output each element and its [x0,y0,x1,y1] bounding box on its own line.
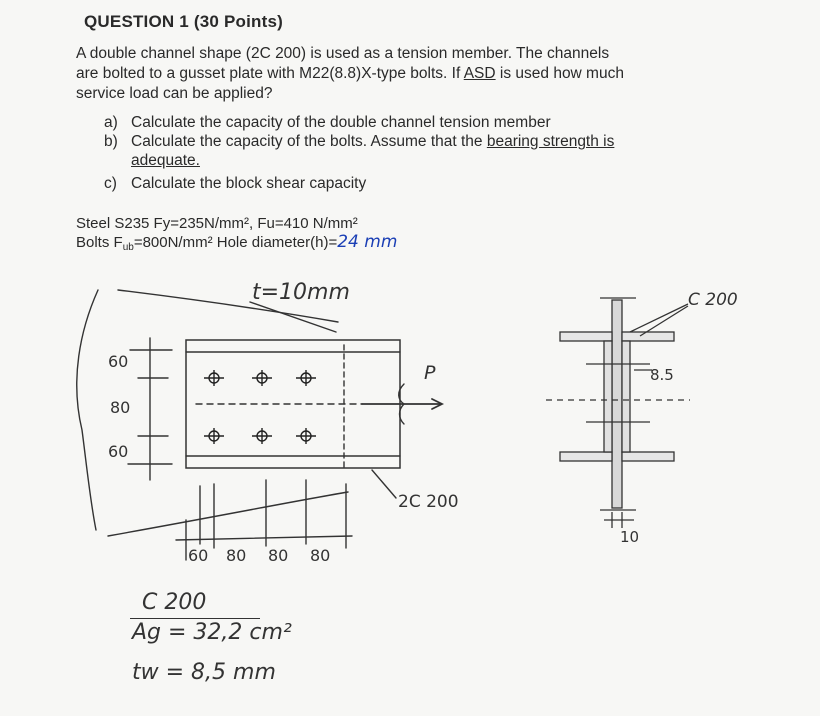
item-c-text: Calculate the block shear capacity [131,175,367,192]
bolts-sub: ub [122,242,134,253]
notes-web-thickness: tw = 8,5 mm [132,660,276,685]
bolt-group [204,370,316,444]
gusset-thickness-label: 10 [620,528,640,546]
section-label: C 200 [688,290,738,310]
gusset-left-edge [77,290,98,530]
item-a-text: Calculate the capacity of the double channel tension member [131,114,551,131]
cross-section [546,298,690,528]
web-thickness-label: 8.5 [650,366,674,384]
item-a-marker: a) [104,114,118,131]
horizontal-dim-3: 80 [268,546,289,565]
horizontal-dim-2: 80 [226,546,247,565]
intro-line-2-end: is used how much [495,65,624,82]
load-label: P [424,362,436,384]
steel-properties: Steel S235 Fy=235N/mm², Fu=410 N/mm² [76,215,358,232]
bolt-hole [296,428,316,444]
item-b-marker: b) [104,133,118,150]
question-title: QUESTION 1 (30 Points) [84,12,283,31]
vertical-dim-1: 60 [108,352,129,371]
item-c-marker: c) [104,175,117,192]
bolt-hole [252,428,272,444]
intro-line-2-start: are bolted to a gusset plate with M22(8.8)X-type bolts. If [76,65,464,82]
notes-area: Ag = 32,2 cm² [132,620,292,645]
notes-underline [130,618,260,619]
bolt-hole [252,370,272,386]
item-b-text-start: Calculate the capacity of the bolts. Assume that the [131,133,487,150]
item-b-continuation: adequate. [131,152,200,169]
item-b-underlined: bearing strength is [486,133,615,150]
intro-line-3: service load can be applied? [76,85,273,102]
plate-thickness-label: t=10mm [252,280,350,305]
hole-diameter-handwritten: 24 mm [337,232,398,252]
bolt-hole [204,370,224,386]
bolt-hole [296,370,316,386]
horizontal-dim-1: 60 [188,546,209,565]
bolt-hole [204,428,224,444]
vertical-dim-2: 80 [110,398,131,417]
bolts-prefix: Bolts F [76,234,123,251]
asd-abbrev: ASD [463,65,496,82]
horizontal-dim-4: 80 [310,546,331,565]
intro-line-1: A double channel shape (2C 200) is used as a tension member. The channels [76,45,610,62]
gusset-bottom-edge [108,492,348,536]
vertical-dim-3: 60 [108,442,129,461]
bolts-rest: =800N/mm² Hole diameter(h)= [133,234,338,251]
member-label: 2C 200 [398,492,459,512]
notes-title: C 200 [142,590,207,615]
